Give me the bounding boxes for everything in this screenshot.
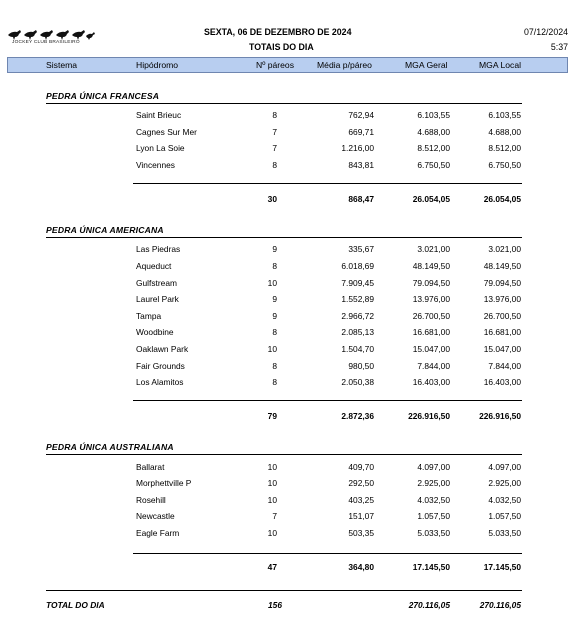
subtotal-local: 226.916,50 bbox=[479, 411, 521, 421]
geral-cell: 3.021,00 bbox=[417, 244, 450, 254]
col-sistema: Sistema bbox=[46, 60, 78, 70]
geral-cell: 4.032,50 bbox=[417, 495, 450, 505]
report-title: SEXTA, 06 DE DEZEMBRO DE 2024 bbox=[204, 27, 352, 37]
local-cell: 4.032,50 bbox=[488, 495, 521, 505]
hipodromo-cell: Eagle Farm bbox=[136, 528, 180, 538]
section-title-francesa: PEDRA ÚNICA FRANCESA bbox=[46, 91, 160, 101]
geral-cell: 4.097,00 bbox=[417, 462, 450, 472]
hipodromo-cell: Aqueduct bbox=[136, 261, 172, 271]
local-cell: 48.149,50 bbox=[483, 261, 521, 271]
hipodromo-cell: Tampa bbox=[136, 311, 162, 321]
grand-total-geral: 270.116,05 bbox=[408, 600, 450, 610]
media-cell: 1.552,89 bbox=[341, 294, 374, 304]
subtotal-pareos: 79 bbox=[267, 411, 277, 421]
media-cell: 2.085,13 bbox=[341, 327, 374, 337]
geral-cell: 2.925,00 bbox=[417, 478, 450, 488]
horses-icon bbox=[6, 27, 98, 41]
hipodromo-cell: Los Alamitos bbox=[136, 377, 184, 387]
geral-cell: 1.057,50 bbox=[417, 511, 450, 521]
geral-cell: 48.149,50 bbox=[412, 261, 450, 271]
pareos-cell: 9 bbox=[272, 294, 277, 304]
report-subtitle: TOTAIS DO DIA bbox=[249, 42, 314, 52]
pareos-cell: 8 bbox=[272, 160, 277, 170]
hipodromo-cell: Saint Brieuc bbox=[136, 110, 182, 120]
local-cell: 3.021,00 bbox=[488, 244, 521, 254]
pareos-cell: 10 bbox=[267, 344, 277, 354]
subtotal-divider bbox=[133, 400, 522, 401]
subtotal-divider bbox=[133, 553, 522, 554]
pareos-cell: 8 bbox=[272, 261, 277, 271]
geral-cell: 79.094,50 bbox=[412, 278, 450, 288]
hipodromo-cell: Las Piedras bbox=[136, 244, 181, 254]
media-cell: 409,70 bbox=[348, 462, 374, 472]
hipodromo-cell: Woodbine bbox=[136, 327, 174, 337]
geral-cell: 26.700,50 bbox=[412, 311, 450, 321]
col-mga-local: MGA Local bbox=[479, 60, 522, 70]
column-header-bar bbox=[7, 57, 568, 73]
col-hipodromo: Hipódromo bbox=[136, 60, 179, 70]
subtotal-media: 2.872,36 bbox=[341, 411, 374, 421]
media-cell: 7.909,45 bbox=[341, 278, 374, 288]
hipodromo-cell: Fair Grounds bbox=[136, 361, 185, 371]
section-divider bbox=[46, 103, 522, 104]
logo-text: JOCKEY CLUB BRASILEIRO bbox=[12, 40, 80, 45]
pareos-cell: 8 bbox=[272, 327, 277, 337]
pareos-cell: 7 bbox=[272, 511, 277, 521]
subtotal-media: 364,80 bbox=[348, 562, 374, 572]
pareos-cell: 10 bbox=[267, 462, 277, 472]
media-cell: 2.050,38 bbox=[341, 377, 374, 387]
media-cell: 669,71 bbox=[348, 127, 374, 137]
subtotal-geral: 26.054,05 bbox=[412, 194, 450, 204]
media-cell: 151,07 bbox=[348, 511, 374, 521]
local-cell: 16.681,00 bbox=[483, 327, 521, 337]
pareos-cell: 10 bbox=[267, 528, 277, 538]
hipodromo-cell: Ballarat bbox=[136, 462, 165, 472]
media-cell: 1.504,70 bbox=[341, 344, 374, 354]
jockey-club-logo bbox=[6, 27, 98, 49]
section-title-americana: PEDRA ÚNICA AMERICANA bbox=[46, 225, 164, 235]
pareos-cell: 7 bbox=[272, 127, 277, 137]
media-cell: 292,50 bbox=[348, 478, 374, 488]
subtotal-pareos: 30 bbox=[267, 194, 277, 204]
grand-total-label: TOTAL DO DIA bbox=[46, 600, 105, 610]
local-cell: 7.844,00 bbox=[488, 361, 521, 371]
report-time: 5:37 bbox=[550, 42, 568, 52]
local-cell: 79.094,50 bbox=[483, 278, 521, 288]
geral-cell: 8.512,00 bbox=[417, 143, 450, 153]
geral-cell: 6.103,55 bbox=[417, 110, 450, 120]
grand-total-pareos: 156 bbox=[268, 600, 282, 610]
geral-cell: 5.033,50 bbox=[417, 528, 450, 538]
col-mga-geral: MGA Geral bbox=[405, 60, 448, 70]
hipodromo-cell: Rosehill bbox=[136, 495, 166, 505]
hipodromo-cell: Oaklawn Park bbox=[136, 344, 189, 354]
subtotal-geral: 17.145,50 bbox=[412, 562, 450, 572]
col-media: Média p/páreo bbox=[317, 60, 372, 70]
geral-cell: 16.403,00 bbox=[412, 377, 450, 387]
hipodromo-cell: Morphettville P bbox=[136, 478, 192, 488]
pareos-cell: 10 bbox=[267, 278, 277, 288]
pareos-cell: 10 bbox=[267, 478, 277, 488]
subtotal-local: 17.145,50 bbox=[483, 562, 521, 572]
local-cell: 6.750,50 bbox=[488, 160, 521, 170]
report-date: 07/12/2024 bbox=[523, 27, 568, 37]
col-pareos: Nº páreos bbox=[256, 60, 295, 70]
local-cell: 4.688,00 bbox=[488, 127, 521, 137]
media-cell: 403,25 bbox=[348, 495, 374, 505]
section-divider bbox=[46, 237, 522, 238]
subtotal-pareos: 47 bbox=[267, 562, 277, 572]
pareos-cell: 8 bbox=[272, 110, 277, 120]
local-cell: 8.512,00 bbox=[488, 143, 521, 153]
media-cell: 843,81 bbox=[348, 160, 374, 170]
media-cell: 335,67 bbox=[348, 244, 374, 254]
geral-cell: 7.844,00 bbox=[417, 361, 450, 371]
local-cell: 13.976,00 bbox=[483, 294, 521, 304]
local-cell: 2.925,00 bbox=[488, 478, 521, 488]
pareos-cell: 9 bbox=[272, 244, 277, 254]
media-cell: 503,35 bbox=[348, 528, 374, 538]
grand-total-divider bbox=[46, 590, 522, 591]
subtotal-geral: 226.916,50 bbox=[408, 411, 450, 421]
geral-cell: 16.681,00 bbox=[412, 327, 450, 337]
subtotal-media: 868,47 bbox=[348, 194, 374, 204]
pareos-cell: 7 bbox=[272, 143, 277, 153]
hipodromo-cell: Vincennes bbox=[136, 160, 175, 170]
local-cell: 1.057,50 bbox=[488, 511, 521, 521]
pareos-cell: 8 bbox=[272, 361, 277, 371]
local-cell: 6.103,55 bbox=[488, 110, 521, 120]
pareos-cell: 9 bbox=[272, 311, 277, 321]
geral-cell: 6.750,50 bbox=[417, 160, 450, 170]
subtotal-local: 26.054,05 bbox=[483, 194, 521, 204]
local-cell: 26.700,50 bbox=[483, 311, 521, 321]
section-divider bbox=[46, 454, 522, 455]
media-cell: 1.216,00 bbox=[341, 143, 374, 153]
geral-cell: 15.047,00 bbox=[412, 344, 450, 354]
hipodromo-cell: Laurel Park bbox=[136, 294, 179, 304]
geral-cell: 13.976,00 bbox=[412, 294, 450, 304]
hipodromo-cell: Newcastle bbox=[136, 511, 175, 521]
section-title-australiana: PEDRA ÚNICA AUSTRALIANA bbox=[46, 442, 174, 452]
pareos-cell: 8 bbox=[272, 377, 277, 387]
subtotal-divider bbox=[133, 183, 522, 184]
geral-cell: 4.688,00 bbox=[417, 127, 450, 137]
local-cell: 16.403,00 bbox=[483, 377, 521, 387]
local-cell: 15.047,00 bbox=[483, 344, 521, 354]
media-cell: 2.966,72 bbox=[341, 311, 374, 321]
media-cell: 6.018,69 bbox=[341, 261, 374, 271]
local-cell: 4.097,00 bbox=[488, 462, 521, 472]
hipodromo-cell: Gulfstream bbox=[136, 278, 177, 288]
media-cell: 980,50 bbox=[348, 361, 374, 371]
local-cell: 5.033,50 bbox=[488, 528, 521, 538]
hipodromo-cell: Lyon La Soie bbox=[136, 143, 185, 153]
hipodromo-cell: Cagnes Sur Mer bbox=[136, 127, 197, 137]
media-cell: 762,94 bbox=[348, 110, 374, 120]
grand-total-local: 270.116,05 bbox=[479, 600, 521, 610]
pareos-cell: 10 bbox=[267, 495, 277, 505]
